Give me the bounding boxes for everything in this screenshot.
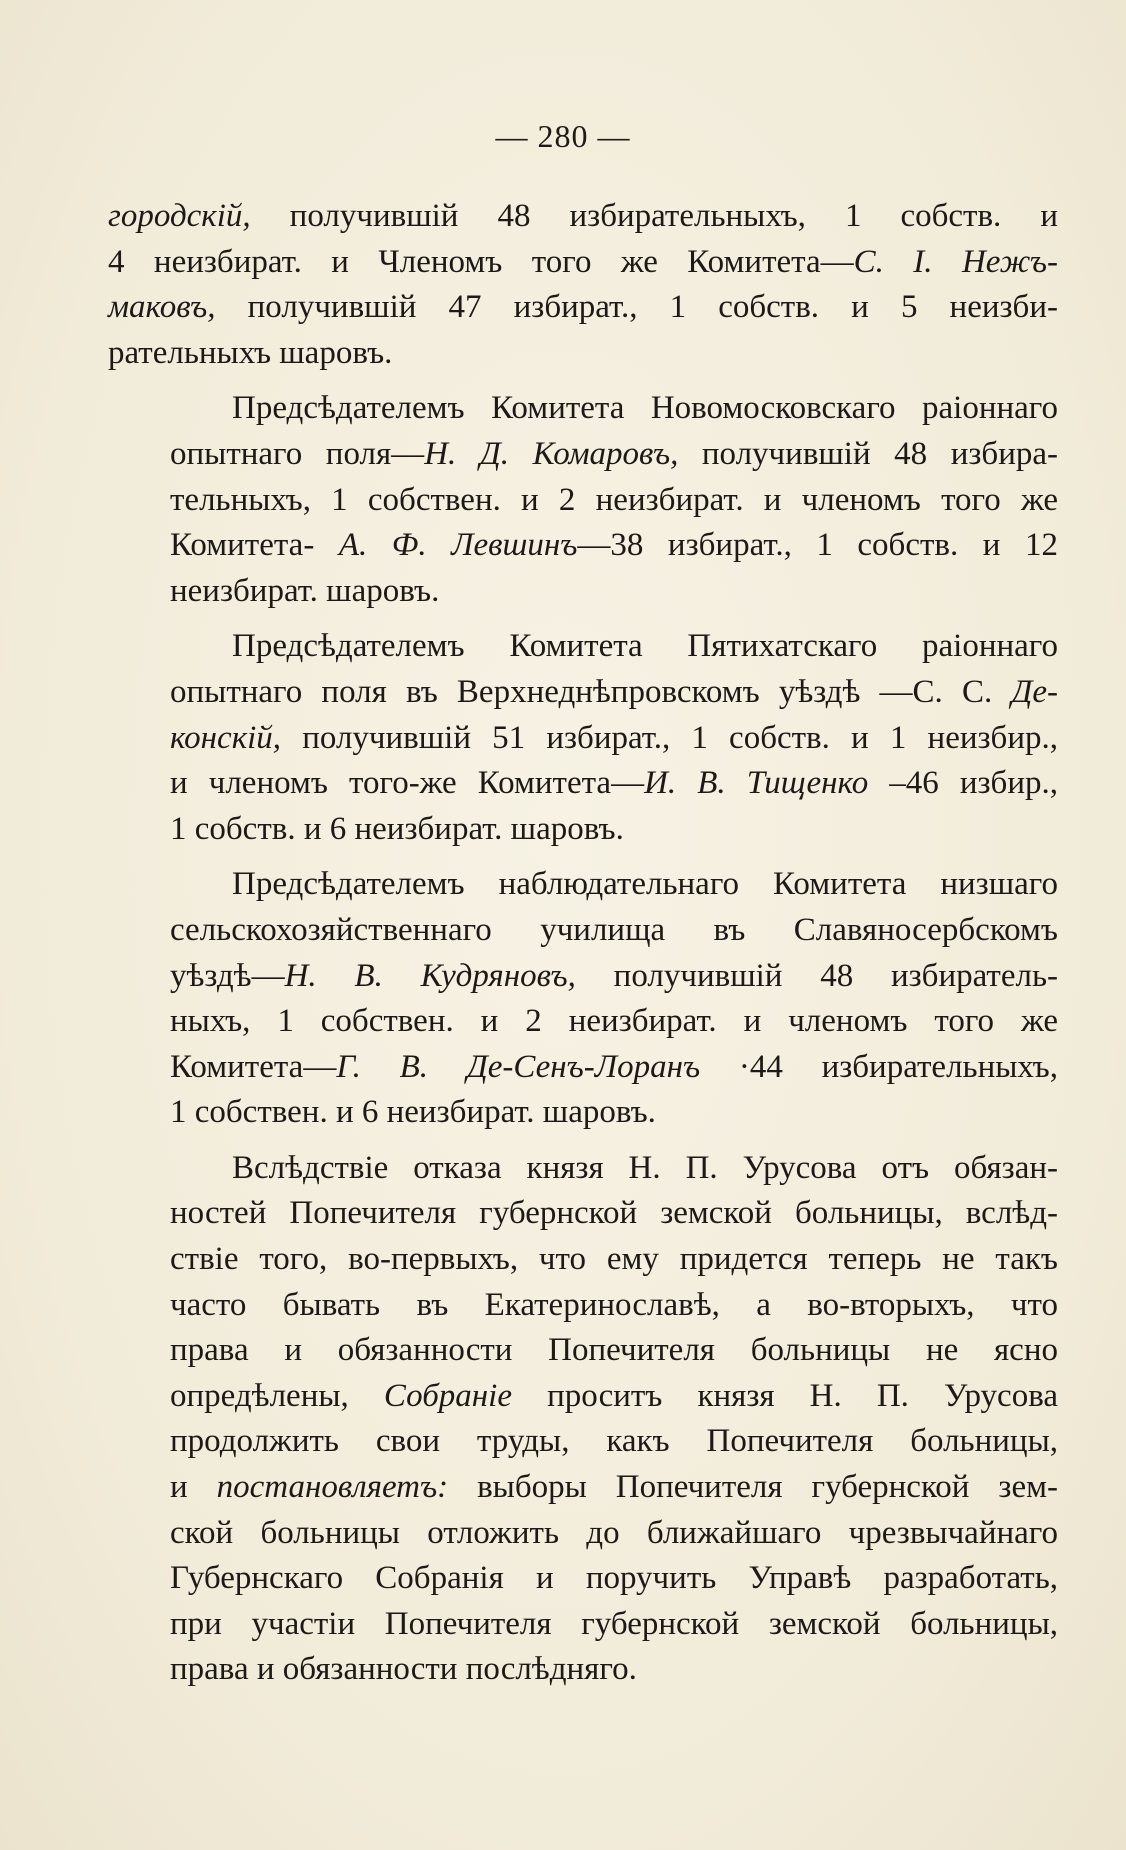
text-line (108, 331, 1058, 377)
text-segment: Вслѣдствіе отказа князя Н. П. Урусова отъ обязан- (232, 1149, 1058, 1186)
text-segment: ской больницы отложить до ближайшаго чрезвычайнаго (170, 1514, 1058, 1551)
text-segment: опытнаго поля— (170, 435, 425, 472)
italic-segment: Собраніе (383, 1377, 512, 1414)
italic-segment: городскій, (108, 198, 251, 234)
text-line (108, 1191, 1058, 1237)
text-line (108, 908, 1058, 954)
document-body (108, 194, 1058, 1703)
text-segment: Комитета- (170, 527, 339, 564)
text-line (108, 240, 1058, 286)
text-segment: и членомъ того-же Комитета— (170, 765, 645, 802)
text-segment: 1 собствен. и 6 неизбират. шаровъ. (170, 1094, 656, 1131)
text-line (108, 1511, 1058, 1557)
text-line (108, 1045, 1058, 1091)
text-segment: 4 неизбират. и Членомъ того же Комитета— (108, 243, 854, 280)
paragraph (108, 862, 1058, 1136)
text-segment: получившій 51 избират., 1 собств. и 1 неизбир., (281, 719, 1058, 756)
text-line (108, 1237, 1058, 1283)
text-segment: ностей Попечителя губернской земской больницы, вслѣд- (170, 1195, 1058, 1232)
text-line (108, 386, 1058, 432)
paragraph (108, 1146, 1058, 1693)
text-line (108, 285, 1058, 331)
italic-segment: конскій, (170, 719, 282, 756)
text-line (108, 1465, 1058, 1511)
text-line (108, 194, 1058, 240)
text-segment: опредѣлены, (170, 1377, 384, 1414)
italic-segment: постановляетъ: (216, 1469, 449, 1506)
text-line (108, 1419, 1058, 1465)
italic-segment: маковъ, (108, 289, 216, 326)
text-segment: получившій 48 избира- (678, 435, 1058, 472)
text-segment: получившій 48 избиратель- (575, 957, 1058, 994)
text-line (108, 999, 1058, 1045)
text-segment: сельскохозяйственнаго училища въ Славяносербскомъ (170, 911, 1058, 948)
text-line (108, 1090, 1058, 1136)
text-line (108, 1647, 1058, 1693)
text-segment: права и обязанности послѣдняго. (170, 1651, 637, 1688)
text-segment: 1 собств. и 6 неизбират. шаровъ. (170, 810, 624, 847)
text-segment: Предсѣдателемъ наблюдательнаго Комитета низшаго (232, 866, 1058, 903)
italic-segment: С. І. Нежъ- (853, 243, 1058, 280)
paragraph (108, 624, 1058, 852)
text-segment: при участіи Попечителя губернской земской больницы, (170, 1605, 1058, 1642)
text-segment: —38 избират., 1 собств. и 12 (577, 527, 1058, 564)
text-line (108, 1328, 1058, 1374)
text-segment: продолжить свои труды, какъ Попечителя больницы, (170, 1423, 1058, 1460)
text-line (108, 478, 1058, 524)
text-line (108, 807, 1058, 853)
text-line (108, 569, 1058, 615)
italic-segment: И. В. Тищенко (644, 765, 869, 802)
italic-segment: Н. В. Кудряновъ, (284, 957, 576, 994)
text-segment: Губернскаго Собранія и поручить Управѣ разработать, (170, 1560, 1058, 1597)
text-line (108, 761, 1058, 807)
text-segment: Предсѣдателемъ Комитета Новомосковскаго раіоннаго (232, 390, 1058, 427)
paragraph (108, 386, 1058, 614)
text-line (108, 1556, 1058, 1602)
paragraph (108, 194, 1058, 376)
text-line (108, 624, 1058, 670)
text-line (108, 523, 1058, 569)
page-number: — 280 — (495, 118, 631, 154)
text-segment: часто бывать въ Екатеринославѣ, а во-вторыхъ, что (170, 1286, 1058, 1323)
text-line (108, 432, 1058, 478)
text-segment: тельныхъ, 1 собствен. и 2 неизбират. и членомъ того же (170, 481, 1058, 518)
text-segment: права и обязанности Попечителя больницы не ясно (170, 1332, 1058, 1369)
text-segment: проситъ князя Н. П. Урусова (511, 1377, 1058, 1414)
text-segment: уѣздѣ— (170, 957, 285, 994)
text-line (108, 1283, 1058, 1329)
italic-segment: А. Ф. Левшинъ (338, 527, 578, 564)
text-line (108, 670, 1058, 716)
text-segment: выборы Попечителя губернской зем- (448, 1469, 1058, 1506)
italic-segment: Де- (1011, 673, 1058, 710)
text-segment: опытнаго поля въ Верхнеднѣпровскомъ уѣздѣ —С. С. (170, 673, 1012, 710)
text-segment: ныхъ, 1 собствен. и 2 неизбират. и членомъ того же (170, 1003, 1058, 1040)
italic-segment: Г. В. Де-Сенъ-Лоранъ (336, 1048, 701, 1085)
text-segment: и (170, 1469, 217, 1506)
text-line (108, 716, 1058, 762)
text-segment: получившій 47 избират., 1 собств. и 5 неизби- (215, 289, 1058, 326)
text-segment: рательныхъ шаровъ. (108, 334, 393, 371)
text-line (108, 862, 1058, 908)
text-segment: неизбират. шаровъ. (170, 572, 440, 609)
text-line (108, 1374, 1058, 1420)
text-segment: Предсѣдателемъ Комитета Пятихатскаго раіоннаго (232, 628, 1058, 665)
text-line (108, 954, 1058, 1000)
text-segment: ствіе того, во-первыхъ, что ему придется теперь не такъ (170, 1241, 1058, 1278)
text-line (108, 1602, 1058, 1648)
text-segment: Комитета— (170, 1048, 337, 1085)
text-segment: ·44 избирательныхъ, (700, 1048, 1058, 1085)
text-segment: получившій 48 избирательныхъ, 1 собств. и (250, 198, 1058, 234)
italic-segment: Н. Д. Комаровъ, (424, 435, 679, 472)
text-line (108, 1146, 1058, 1192)
text-segment: –46 избир., (868, 765, 1059, 802)
